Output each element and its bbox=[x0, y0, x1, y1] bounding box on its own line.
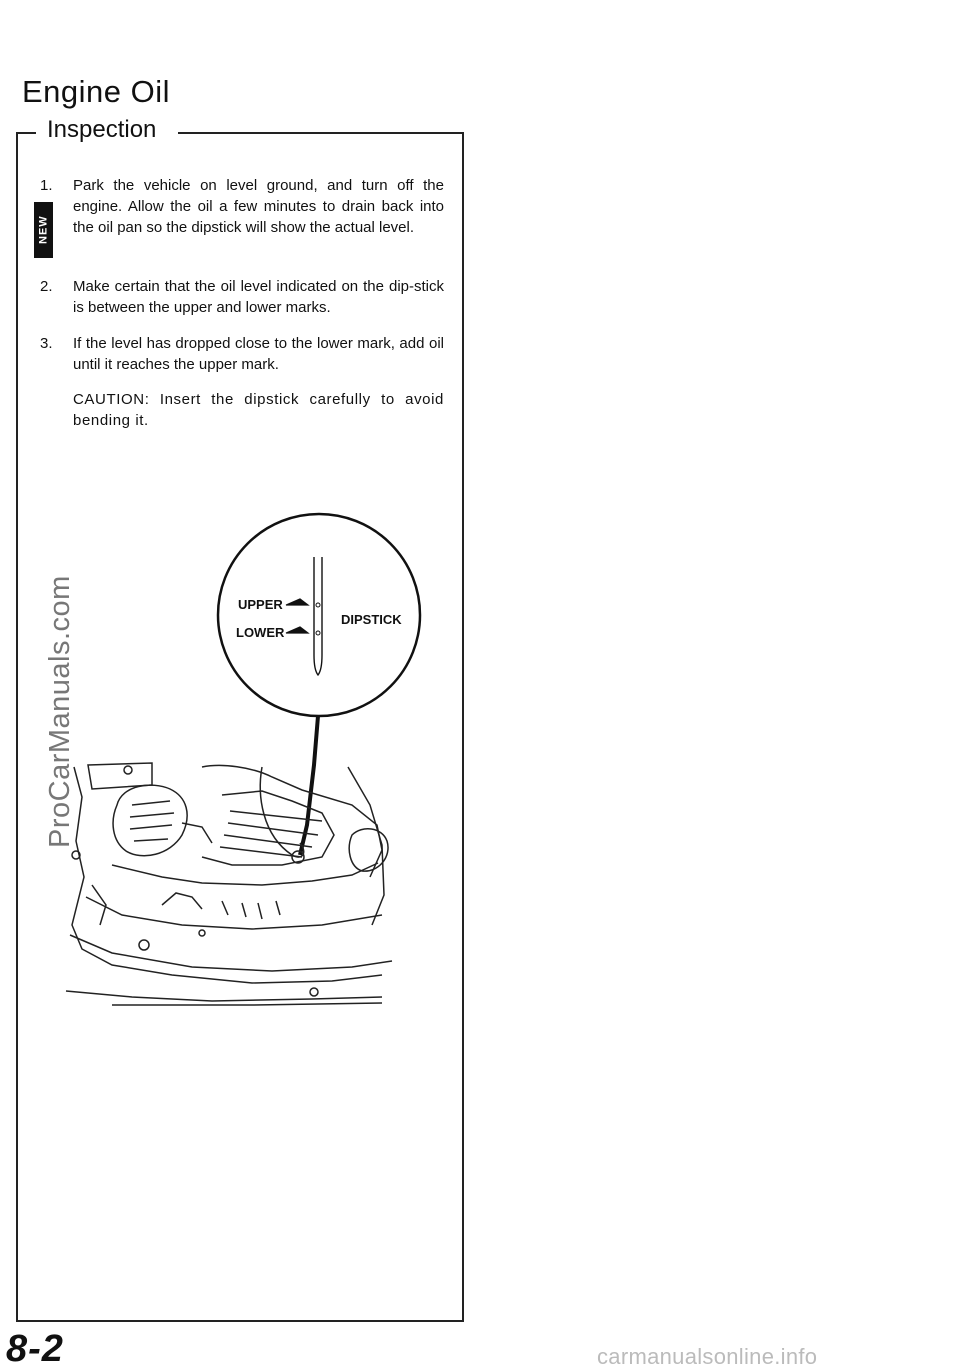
step-number: 1. bbox=[40, 177, 53, 194]
footer-watermark: carmanualsonline.info bbox=[597, 1344, 818, 1369]
upper-arrow-icon bbox=[286, 599, 308, 605]
dipstick-icon bbox=[314, 557, 322, 675]
step-3 bbox=[40, 333, 444, 375]
step-text: If the level has dropped close to the lower mark, add oil until it reaches the upper mark. bbox=[73, 335, 444, 373]
page-number: 8-2 bbox=[6, 1328, 64, 1370]
step-1 bbox=[40, 175, 444, 238]
step-text: Park the vehicle on level ground, and turn off the engine. Allow the oil a few minutes to drain back into the oil pan so the dipstick will show the actual level. bbox=[73, 177, 444, 236]
subsection-title: Inspection bbox=[47, 116, 157, 143]
upper-mark-label: UPPER bbox=[238, 597, 283, 612]
step-2 bbox=[40, 276, 444, 318]
new-badge: NEW bbox=[34, 202, 53, 258]
step-number: 2. bbox=[40, 278, 53, 295]
step-text: Make certain that the oil level indicated on the dip-stick is between the upper and lower marks. bbox=[73, 278, 444, 316]
dipstick-engine-illustration bbox=[52, 505, 457, 1015]
caution-note: CAUTION: Insert the dipstick carefully to avoid bending it. bbox=[73, 391, 444, 429]
engine-bay-drawing bbox=[66, 763, 392, 1005]
step-number: 3. bbox=[40, 335, 53, 352]
dipstick-label: DIPSTICK bbox=[341, 612, 402, 627]
section-title: Engine Oil bbox=[22, 74, 171, 109]
side-watermark-text: ProCarManuals.com bbox=[44, 575, 76, 848]
lower-arrow-icon bbox=[286, 627, 308, 633]
lower-mark-label: LOWER bbox=[236, 625, 285, 640]
